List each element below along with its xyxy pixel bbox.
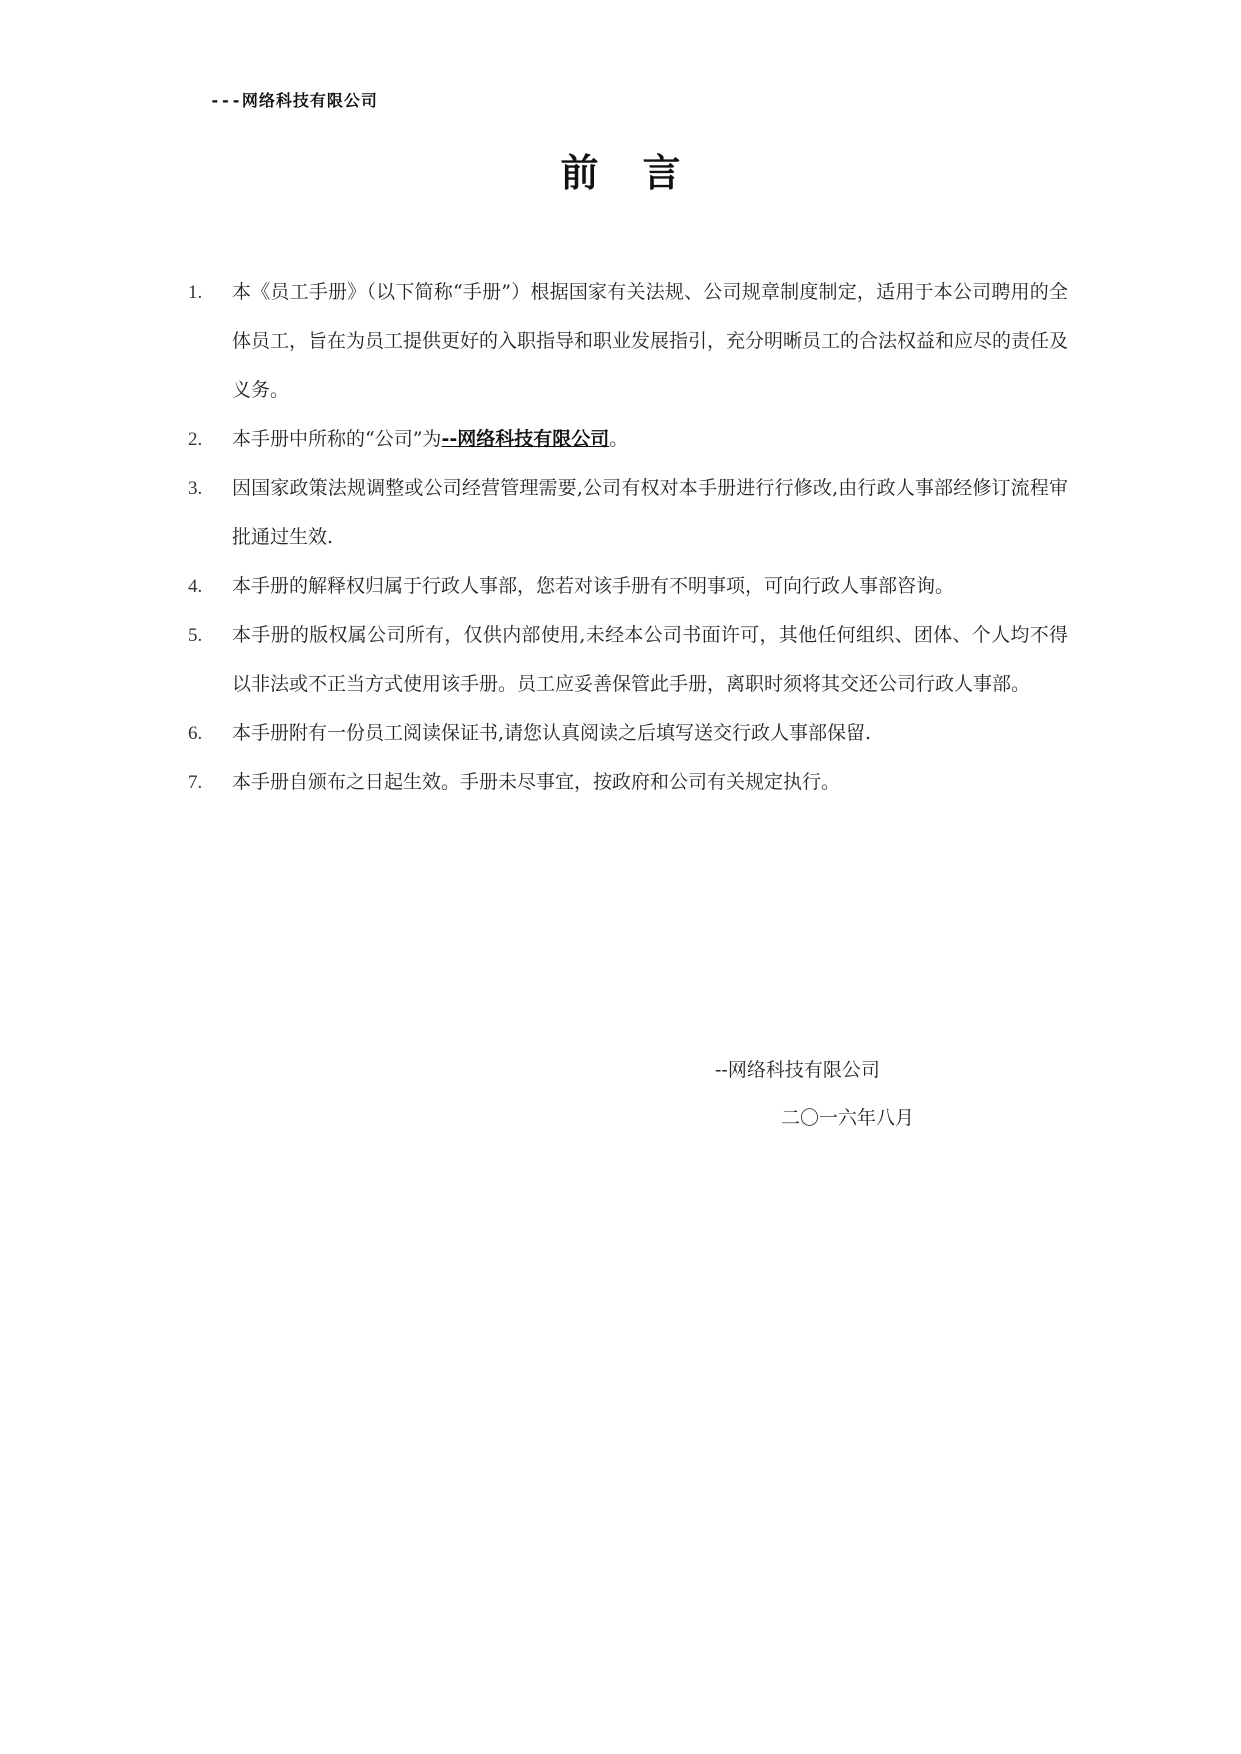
signoff-company-name: --网络科技有限公司 [715, 1059, 880, 1081]
page-title: 前言 [560, 150, 725, 195]
list-item-text [232, 415, 1068, 464]
list-item [188, 415, 1068, 464]
list-item-text: 本手册附有一份员工阅读保证书,请您认真阅读之后填写送交行政人事部保留. [232, 722, 872, 744]
preface-list [188, 268, 1068, 807]
list-item [188, 758, 1068, 807]
list-item-number: 4. [188, 576, 203, 597]
list-item [188, 611, 1068, 709]
list-item [188, 709, 1068, 758]
list-item [188, 268, 1068, 415]
list-item-text: 本手册的版权属公司所有，仅供内部使用,未经本公司书面许可，其他任何组织、团体、个人均不得以非法或不正当方式使用该手册。员工应妥善保管此手册，离职时须将其交还公司行政人事部。 [232, 624, 1068, 695]
list-item-number: 5. [188, 625, 203, 646]
list-item-number: 1. [188, 282, 203, 303]
list-item [188, 464, 1068, 562]
list-item-number: 2. [188, 429, 203, 450]
list-item-text: 本《员工手册》（以下简称“手册”）根据国家有关法规、公司规章制度制定，适用于本公司聘用的全体员工，旨在为员工提供更好的入职指导和职业发展指引，充分明晰员工的合法权益和应尽的责任及义务。 [232, 281, 1069, 401]
company-name-emphasis: --网络科技有限公司 [441, 428, 610, 450]
list-item-number: 6. [188, 723, 203, 744]
list-item-text: 本手册自颁布之日起生效。手册未尽事宜，按政府和公司有关规定执行。 [232, 771, 841, 793]
list-item-text-after: 。 [609, 428, 629, 450]
list-item-number: 7. [188, 772, 203, 793]
list-item-text-before: 本手册中所称的“公司”为 [232, 428, 442, 450]
list-item-text: 本手册的解释权归属于行政人事部，您若对该手册有不明事项，可向行政人事部咨询。 [232, 575, 955, 597]
list-item-number: 3. [188, 478, 203, 499]
signoff-date: 二〇一六年八月 [781, 1107, 915, 1129]
header-company-name: ---网络科技有限公司 [210, 91, 378, 110]
list-item [188, 562, 1068, 611]
list-item-text: 因国家政策法规调整或公司经营管理需要,公司有权对本手册进行行修改,由行政人事部经修订流程审批通过生效. [232, 477, 1068, 548]
